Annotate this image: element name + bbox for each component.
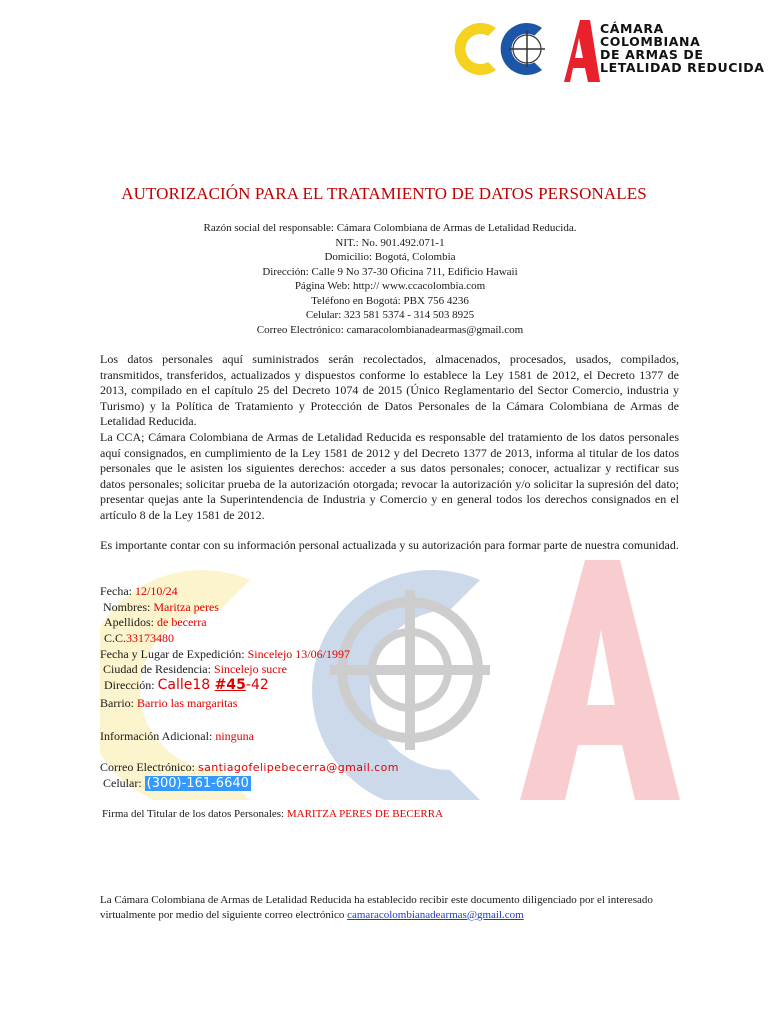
info-telefono: Teléfono en Bogotá: PBX 756 4236 [311, 294, 469, 307]
direccion-part: #45 [214, 677, 246, 693]
field-correo [100, 760, 399, 776]
logo-line: CÁMARA [600, 21, 664, 36]
field-adicional [100, 729, 254, 745]
field-direccion [104, 678, 269, 694]
field-celular [103, 776, 251, 792]
paragraph-important: Es importante contar con su información personal actualizada y su autorización para formar parte de nuestra comunidad. [100, 538, 679, 552]
company-info [0, 221, 768, 337]
field-value[interactable]: Maritza peres [153, 600, 219, 614]
signature-line [102, 808, 443, 820]
field-barrio [100, 696, 237, 712]
field-value-selected[interactable]: (300)-161-6640 [146, 776, 249, 791]
info-web: Página Web: http:// www.ccacolombia.com [294, 280, 486, 292]
field-label: Barrio: [100, 696, 137, 710]
info-direccion: Dirección: Calle 9 No 37-30 Oficina 711, Edificio Hawaii [262, 265, 518, 278]
field-fecha [100, 584, 178, 600]
footer-email-link[interactable]: camaracolombianadearmas@gmail.com [347, 908, 524, 921]
field-label: Ciudad de Residencia: [103, 662, 214, 676]
field-label: Fecha y Lugar de Expedición: [100, 647, 248, 661]
field-label: Correo Electrónico: [100, 760, 198, 774]
footer-text: La Cámara Colombiana de Armas de Letalidad Reducida ha establecido recibir este documento diligenciado por el interesado virtualmente por medio del siguiente correo electrónico [100, 894, 653, 921]
field-label: Información Adicional: [100, 729, 216, 743]
field-value[interactable]: ninguna [215, 729, 254, 743]
field-value[interactable]: Sincelejo 13/06/1997 [247, 647, 350, 661]
logo-wordmark [600, 22, 765, 74]
signature-value[interactable]: MARITZA PERES DE BECERRA [286, 808, 444, 820]
field-cc [104, 631, 174, 647]
footer-note [100, 893, 690, 922]
field-label: C.C. [104, 631, 127, 645]
field-label: Dirección: [104, 678, 158, 692]
info-celular: Celular: 323 581 5374 - 314 503 8925 [305, 309, 475, 321]
direccion-part: -42 [245, 677, 269, 693]
document-title: AUTORIZACIÓN PARA EL TRATAMIENTO DE DATOS PERSONALES [121, 184, 647, 203]
field-label: Fecha: [100, 584, 135, 598]
info-correo: Correo Electrónico: camaracolombianadearmas@gmail.com [256, 323, 524, 336]
field-value[interactable]: 12/10/24 [135, 584, 178, 598]
info-razon: Razón social del responsable: Cámara Colombiana de Armas de Letalidad Reducida. [203, 222, 577, 234]
field-value[interactable]: Barrio las margaritas [137, 696, 238, 710]
direccion-part: Calle18 [157, 677, 215, 693]
cca-logo [452, 14, 765, 84]
field-ciudad [103, 662, 287, 678]
field-apellidos [104, 615, 207, 631]
field-value[interactable]: Sincelejo sucre [213, 662, 287, 676]
logo-line: LETALIDAD REDUCIDA [600, 60, 765, 75]
field-label: Celular: [103, 776, 145, 790]
field-value[interactable]: santiagofelipebecerra@gmail.com [197, 761, 399, 774]
info-domicilio: Domicilio: Bogotá, Colombia [324, 251, 456, 263]
signature-label: Firma del Titular de los datos Personales: [102, 808, 287, 820]
field-value[interactable] [158, 677, 269, 693]
field-label: Nombres: [103, 600, 154, 614]
paragraph-rights: La CCA; Cámara Colombiana de Armas de Letalidad Reducida es responsable del tratamiento de los datos personales aquí consignados, en cumplimiento de la Ley 1581 de 2012 y del Decreto 1377 de 2013, informa al titular de los datos personales que le asisten los siguientes derechos: acceder a sus datos personales; conocer, actualizar y rectificar sus datos personales; solicitar prueba de la autorización otorgada; revocar la autorización y/o solicitar la supresión del dato; presentar quejas ante la Superintendencia de Industria y Comercio y en general todos los derechos consignados en el artículo 8 de la Ley 1581 de 2012. [100, 430, 679, 522]
paragraph-data-usage: Los datos personales aquí suministrados serán recolectados, almacenados, procesados, usados, compilados, transmitidos, transferidos, actualizados y dispuestos conforme lo establece la Ley 1581 de 2012, el Decreto 1377 de 2013, compilado en el capítulo 25 del Decreto 1074 de 2015 (Único Reglamentario del Sector Comercio, industria y Turismo) y la Política de Tratamiento y Protección de Datos Personales de la Cámara Colombiana de Armas de Letalidad Reducida. [100, 352, 679, 429]
cca-logo-mark [452, 14, 600, 84]
logo-line: COLOMBIANA [600, 34, 701, 49]
field-nombres [103, 600, 219, 616]
logo-line: DE ARMAS DE [600, 47, 704, 62]
field-value[interactable]: de becerra [157, 615, 207, 629]
field-expedicion [100, 647, 350, 663]
field-label: Apellidos: [104, 615, 157, 629]
info-nit: NIT.: No. 901.492.071-1 [335, 236, 445, 249]
field-value[interactable]: 33173480 [126, 631, 175, 645]
